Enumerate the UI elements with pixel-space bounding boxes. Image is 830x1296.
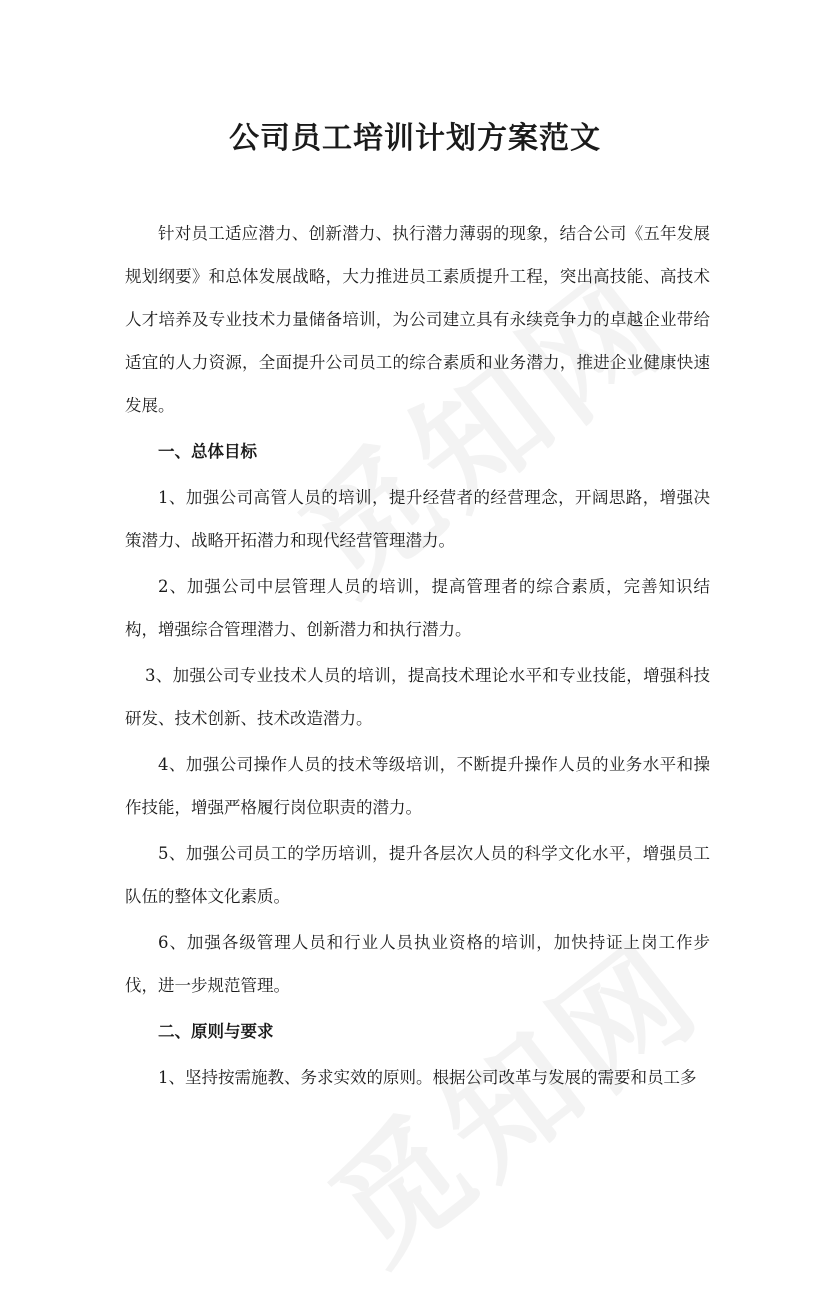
list-item: 1、加强公司高管人员的培训，提升经营者的经营理念，开阔思路，增强决策潜力、战略开拓潜力和现代经营管理潜力。: [125, 488, 710, 550]
intro-paragraph: 针对员工适应潜力、创新潜力、执行潜力薄弱的现象，结合公司《五年发展规划纲要》和总体发展战略，大力推进员工素质提升工程，突出高技能、高技术人才培养及专业技术力量储备培训，为公司建立具有永续竞争力的卓越企业带给适宜的人力资源，全面提升公司员工的综合素质和业务潜力，推进企业健康快速发展。: [125, 224, 710, 415]
list-item: 3、加强公司专业技术人员的培训，提高技术理论水平和专业技能，增强科技研发、技术创新、技术改造潜力。: [125, 666, 710, 728]
list-item: 2、加强公司中层管理人员的培训，提高管理者的综合素质，完善知识结构，增强综合管理潜力、创新潜力和执行潜力。: [125, 577, 710, 639]
document-title: 公司员工培训计划方案范文: [229, 121, 601, 156]
section-heading: 一、总体目标: [158, 442, 257, 461]
list-item: 1、坚持按需施教、务求实效的原则。根据公司改革与发展的需要和员工多: [158, 1068, 697, 1087]
list-item: 4、加强公司操作人员的技术等级培训，不断提升操作人员的业务水平和操作技能，增强严格履行岗位职责的潜力。: [125, 755, 710, 817]
list-item: 6、加强各级管理人员和行业人员执业资格的培训，加快持证上岗工作步伐，进一步规范管理。: [125, 933, 710, 995]
section-heading: 二、原则与要求: [158, 1022, 274, 1041]
list-item: 5、加强公司员工的学历培训，提升各层次人员的科学文化水平，增强员工队伍的整体文化素质。: [125, 844, 710, 906]
document-body: [125, 212, 710, 1102]
